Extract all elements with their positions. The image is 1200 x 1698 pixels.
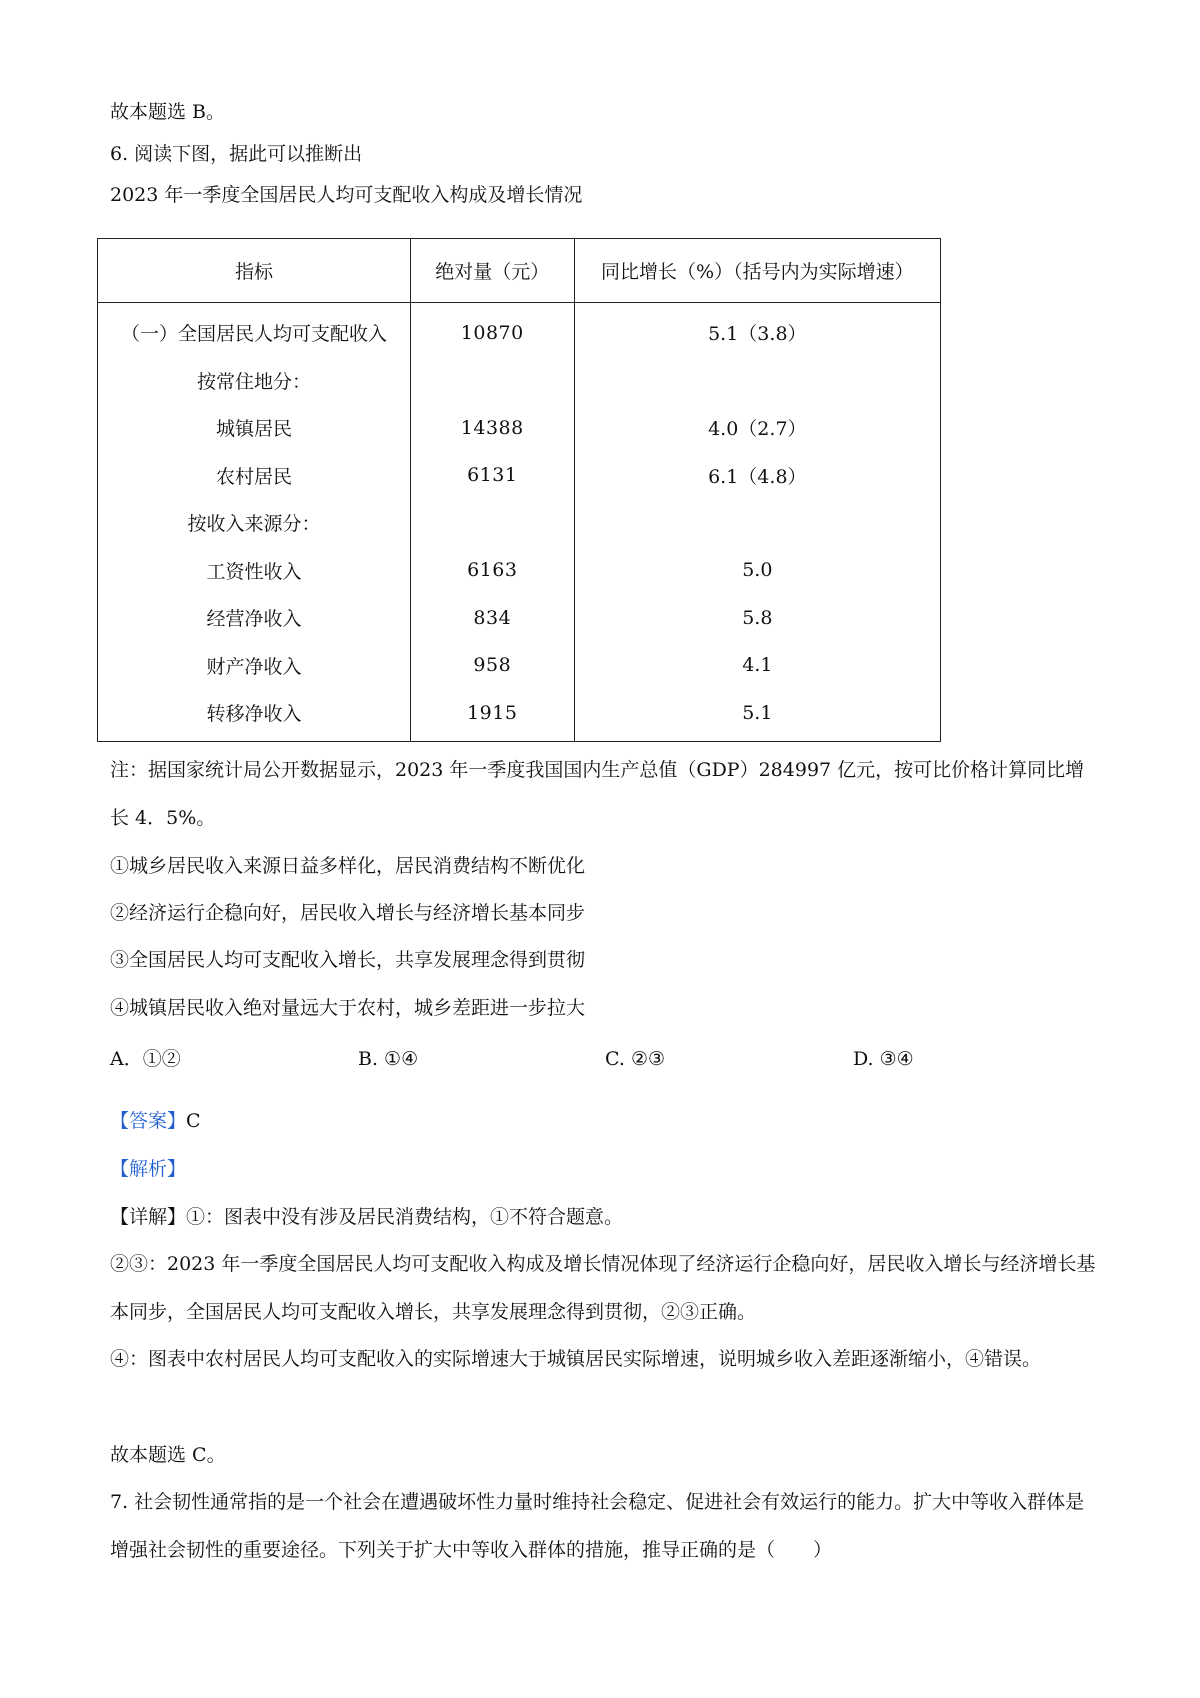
analysis-label: 【解析】	[110, 1158, 187, 1180]
option-c: C. ②③	[605, 1048, 666, 1070]
option-b: B. ①④	[358, 1048, 419, 1070]
answer-label: 【答案】	[110, 1110, 187, 1132]
row-absolute: 10870	[410, 303, 574, 357]
row-growth: 4.0（2.7）	[574, 404, 940, 452]
row-label: 工资性收入	[98, 547, 411, 595]
row-growth: 5.0	[574, 547, 940, 595]
row-growth: 5.8	[574, 594, 940, 642]
row-absolute	[410, 499, 574, 547]
table-row	[98, 594, 941, 642]
question-6-conclusion: 故本题选 C。	[110, 1444, 226, 1466]
question-6-stem: 6. 阅读下图，据此可以推断出	[110, 143, 363, 165]
table-row	[98, 452, 941, 500]
row-absolute: 6163	[410, 547, 574, 595]
row-label: 财产净收入	[98, 642, 411, 690]
row-label: 转移净收入	[98, 689, 411, 741]
table-title: 2023 年一季度全国居民人均可支配收入构成及增长情况	[110, 184, 583, 206]
table-row	[98, 303, 941, 357]
table-row	[98, 499, 941, 547]
row-label: 按收入来源分：	[98, 499, 411, 547]
statement-1: ①城乡居民收入来源日益多样化，居民消费结构不断优化	[110, 855, 586, 877]
answer-line	[110, 1107, 201, 1135]
option-d: D. ③④	[853, 1048, 914, 1070]
row-growth: 6.1（4.8）	[574, 452, 940, 500]
row-absolute: 1915	[410, 689, 574, 741]
detail-2: ②③：2023 年一季度全国居民人均可支配收入构成及增长情况体现了经济运行企稳向好，居民收入增长与经济增长基本同步，全国居民人均可支配收入增长，共享发展理念得到贯彻，②③正确。	[110, 1253, 1096, 1323]
row-absolute: 14388	[410, 404, 574, 452]
header-indicator: 指标	[98, 239, 411, 303]
income-table	[97, 238, 941, 742]
option-a: A．①②	[110, 1048, 181, 1070]
row-growth: 4.1	[574, 642, 940, 690]
row-absolute: 6131	[410, 452, 574, 500]
row-growth: 5.1（3.8）	[574, 303, 940, 357]
row-label: 按常住地分：	[98, 357, 411, 405]
table-row	[98, 404, 941, 452]
previous-conclusion: 故本题选 B。	[110, 101, 226, 123]
row-label: 农村居民	[98, 452, 411, 500]
row-absolute: 834	[410, 594, 574, 642]
statement-3: ③全国居民人均可支配收入增长，共享发展理念得到贯彻	[110, 949, 586, 971]
header-absolute: 绝对量（元）	[410, 239, 574, 303]
row-label: 城镇居民	[98, 404, 411, 452]
statement-4: ④城镇居民收入绝对量远大于农村，城乡差距进一步拉大	[110, 997, 586, 1019]
header-growth: 同比增长（%）（括号内为实际增速）	[574, 239, 940, 303]
row-label: （一）全国居民人均可支配收入	[98, 303, 411, 357]
table-row	[98, 547, 941, 595]
row-growth	[574, 357, 940, 405]
table-row	[98, 642, 941, 690]
detail-3: ④：图表中农村居民人均可支配收入的实际增速大于城镇居民实际增速，说明城乡收入差距逐渐缩小，④错误。	[110, 1348, 1042, 1370]
table-header-row	[98, 239, 941, 303]
question-7-stem: 7. 社会韧性通常指的是一个社会在遭遇破坏性力量时维持社会稳定、促进社会有效运行的能力。扩大中等收入群体是增强社会韧性的重要途径。下列关于扩大中等收入群体的措施，推导正确的是（ ）	[110, 1491, 1085, 1561]
table-row	[98, 689, 941, 741]
statement-2: ②经济运行企稳向好，居民收入增长与经济增长基本同步	[110, 902, 586, 924]
row-label: 经营净收入	[98, 594, 411, 642]
row-absolute	[410, 357, 574, 405]
answer-value: C	[186, 1110, 201, 1132]
table-row	[98, 357, 941, 405]
row-growth: 5.1	[574, 689, 940, 741]
row-growth	[574, 499, 940, 547]
row-absolute: 958	[410, 642, 574, 690]
detail-1: 【详解】①：图表中没有涉及居民消费结构，①不符合题意。	[110, 1206, 624, 1228]
table-note: 注：据国家统计局公开数据显示，2023 年一季度我国国内生产总值（GDP）284997 亿元，按可比价格计算同比增长 4．5%。	[110, 759, 1085, 829]
